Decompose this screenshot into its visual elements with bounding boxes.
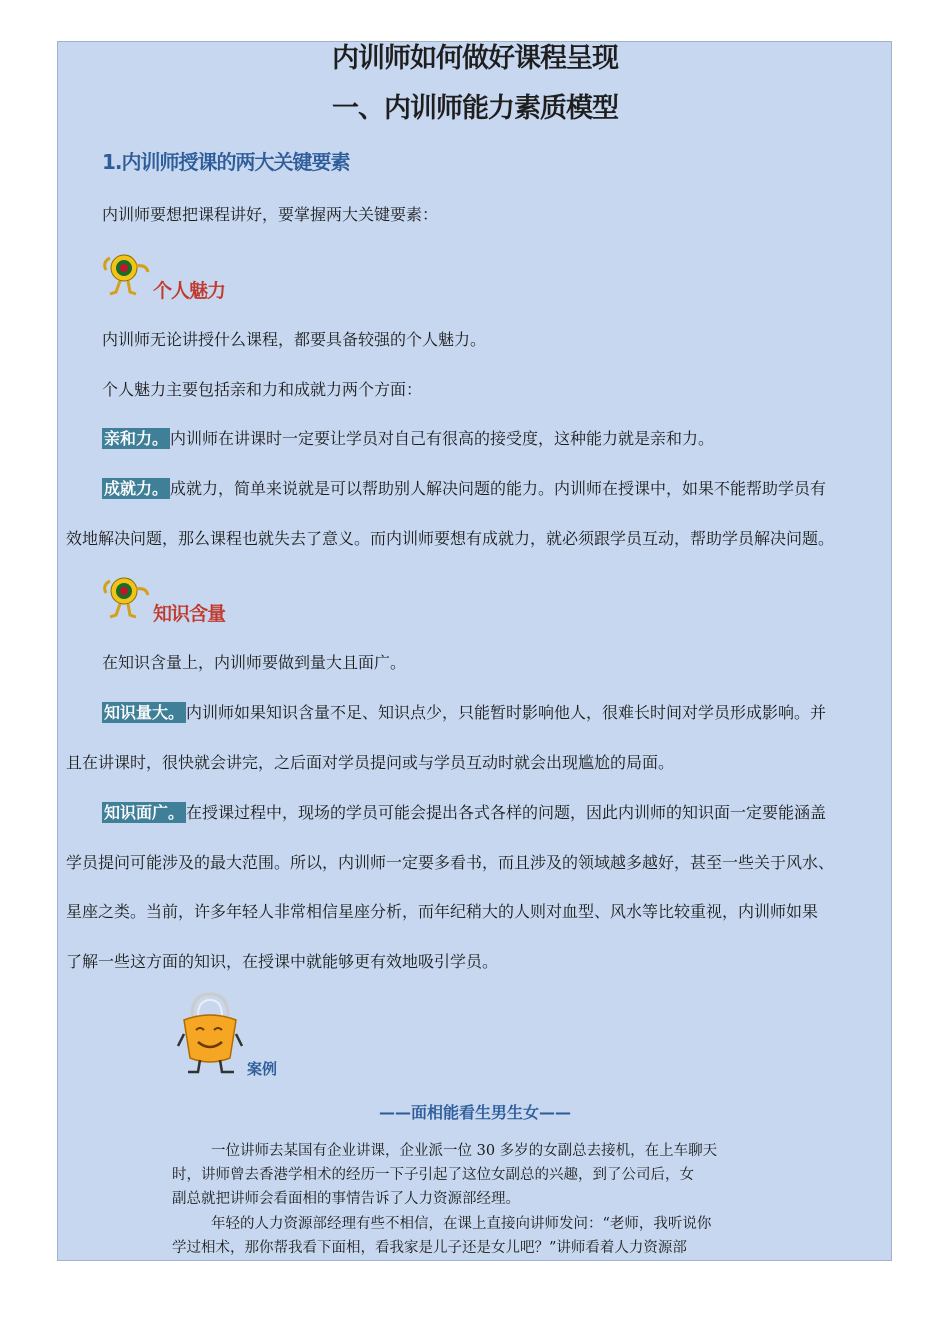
achieve-text: 成就力，简单来说就是可以帮助别人解决问题的能力。内训师在授课中，如果不能帮助学员有 (170, 479, 827, 498)
knowledge-big-line1 (102, 703, 826, 723)
case-line-2: 时，讲师曾去香港学相术的经历一下子引起了这位女副总的兴趣，到了公司后，女 (172, 1167, 694, 1183)
charm-paragraph-2: 个人魅力主要包括亲和力和成就力两个方面： (102, 380, 423, 399)
affinity-text: 内训师在讲课时一定要让学员对自己有很高的接受度，这种能力就是亲和力。 (170, 429, 715, 448)
knowledge-big-line2: 且在讲课时，很快就会讲完，之后面对学员提问或与学员互动时就会出现尴尬的局面。 (66, 753, 675, 772)
mascot-eye-icon (100, 575, 150, 619)
case-title: ——面相能看生男生女—— (378, 1103, 571, 1122)
case-label: 案例 (247, 1060, 278, 1078)
affinity-paragraph (102, 429, 714, 449)
knowledge-wide-text: 在授课过程中，现场的学员可能会提出各式各样的问题，因此内训师的知识面一定要能涵盖 (186, 803, 827, 822)
knowledge-heading: 知识含量 (153, 603, 226, 625)
knowledge-wide-line4: 了解一些这方面的知识，在授课中就能够更有效地吸引学员。 (66, 952, 499, 971)
charm-heading: 个人魅力 (153, 280, 226, 302)
charm-paragraph-1: 内训师无论讲授什么课程，都要具备较强的个人魅力。 (102, 330, 487, 349)
knowledge-wide-line3: 星座之类。当前，许多年轻人非常相信星座分析，而年纪稍大的人则对血型、风水等比较重视，内训师如果 (66, 902, 819, 921)
knowledge-wide-tag: 知识面广。 (104, 803, 185, 822)
case-line-5: 学过相术，那你帮我看下面相，看我家是儿子还是女儿吧？”讲师看着人力资源部 (172, 1240, 687, 1256)
document-title: 内训师如何做好课程呈现 (332, 43, 618, 74)
achieve-paragraph-line2: 效地解决问题，那么课程也就失去了意义。而内训师要想有成就力，就必须跟学员互动，帮助学员解决问题。 (66, 529, 835, 548)
knowledge-big-tag: 知识量大。 (104, 703, 185, 722)
intro-paragraph: 内训师要想把课程讲好，要掌握两大关键要素： (102, 205, 439, 224)
mascot-smiley-icon (176, 990, 244, 1078)
knowledge-big-text: 内训师如果知识含量不足、知识点少，只能暂时影响他人，很难长时间对学员形成影响。并 (186, 703, 827, 722)
mascot-eye-icon (100, 252, 150, 296)
section-heading: 1.内训师授课的两大关键要素 (102, 150, 350, 174)
case-line-1: 一位讲师去某国有企业讲课，企业派一位 30 多岁的女副总去接机，在上车聊天 (211, 1143, 718, 1159)
case-line-3: 副总就把讲师会看面相的事情告诉了人力资源部经理。 (172, 1191, 520, 1207)
chapter-heading (0, 86, 950, 125)
case-line-4: 年轻的人力资源部经理有些不相信，在课上直接向讲师发问：“老师，我听说你 (211, 1216, 712, 1232)
knowledge-wide-line2: 学员提问可能涉及的最大范围。所以，内训师一定要多看书，而且涉及的领域越多越好，甚至一些关于风水、 (66, 853, 835, 872)
chapter-prefix: 一、 (332, 93, 384, 124)
chapter-highlight: 内训师能力素质模型 (384, 93, 618, 124)
achieve-paragraph-line1 (102, 479, 826, 499)
achieve-tag: 成就力。 (104, 479, 169, 498)
knowledge-wide-line1 (102, 803, 826, 823)
affinity-tag: 亲和力。 (104, 429, 169, 448)
knowledge-paragraph-1: 在知识含量上，内训师要做到量大且面广。 (102, 653, 407, 672)
